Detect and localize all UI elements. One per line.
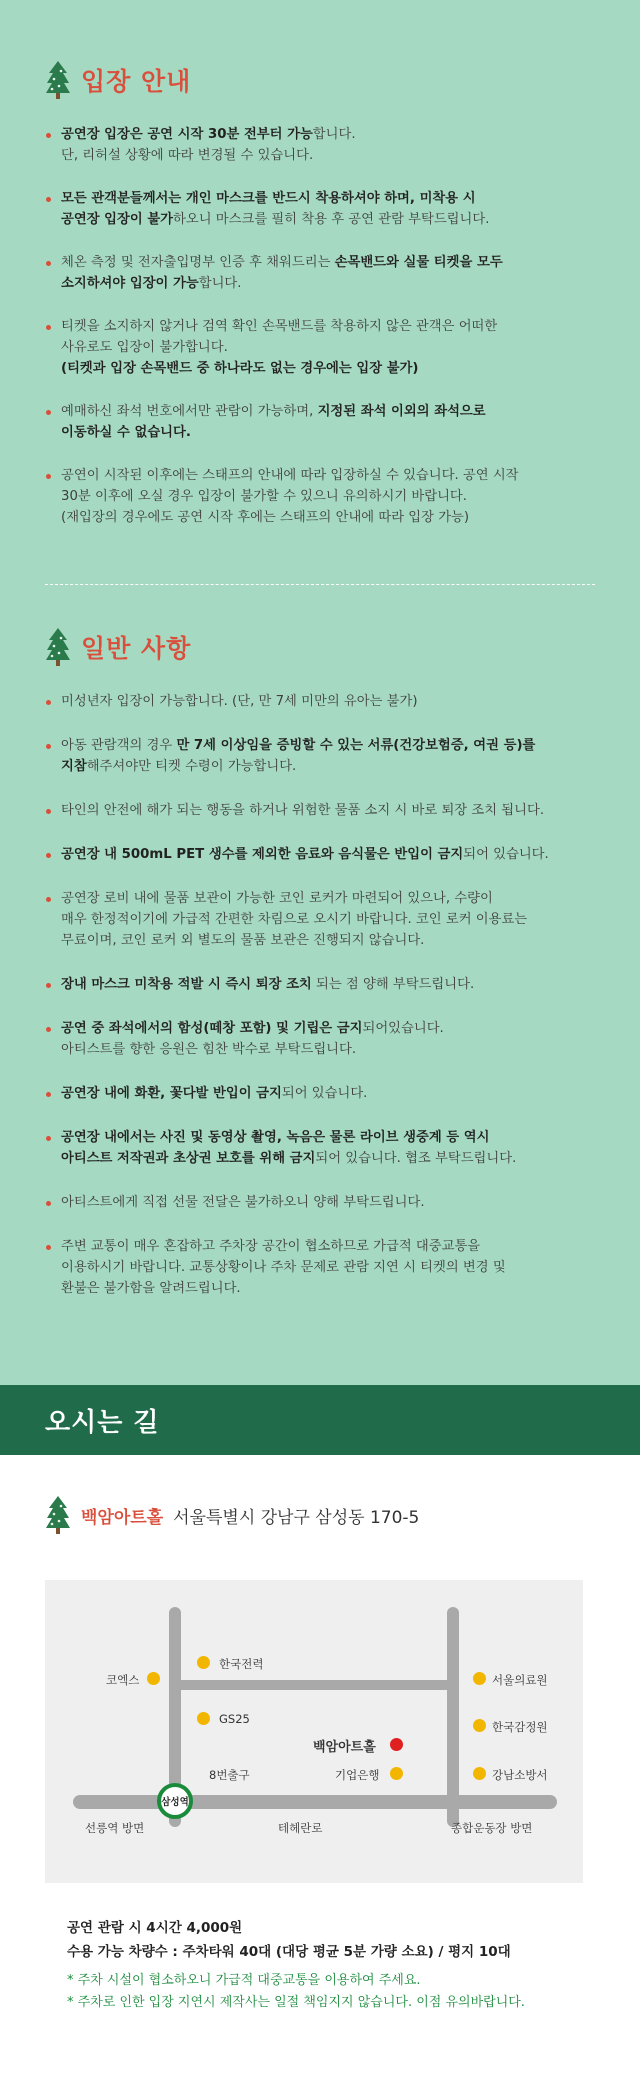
parking-capacity: 수용 가능 차량수 : 주차타워 40대 (대당 평균 5분 가량 소요) / 평지 10대	[67, 1944, 511, 1960]
marker-venue	[390, 1738, 403, 1751]
christmas-tree-icon	[45, 626, 71, 668]
marker-coex	[147, 1672, 160, 1685]
venue-line	[45, 1493, 595, 1537]
list-item: 장내 마스크 미착용 적발 시 즉시 퇴장 조치 되는 점 양해 부탁드립니다.	[45, 974, 595, 995]
directions-title: 오시는 길	[45, 1407, 160, 1438]
entry-heading	[45, 58, 595, 102]
general-heading	[45, 625, 595, 669]
map-road	[447, 1607, 459, 1827]
general-title: 일반 사항	[81, 634, 192, 663]
parking-info	[45, 1916, 595, 2014]
venue-name: 백암아트홀	[81, 1507, 164, 1528]
christmas-tree-icon	[45, 59, 71, 101]
list-item: 타인의 안전에 해가 되는 행동을 하거나 위험한 물품 소지 시 바로 퇴장 조치 됩니다.	[45, 800, 595, 821]
map-label-station: 삼성역	[161, 1797, 189, 1808]
list-item: 미성년자 입장이 가능합니다. (단, 만 7세 미만의 유아는 불가)	[45, 691, 595, 712]
list-item: 공연장 내 500mL PET 생수를 제외한 음료와 음식물은 반입이 금지되어 있습니다.	[45, 844, 595, 865]
list-item: 공연장 내에서는 사진 및 동영상 촬영, 녹음은 물론 라이브 생중계 등 역시 아티스트 저작권과 초상권 보호를 위해 금지되어 있습니다. 협조 부탁드립니다.	[45, 1127, 595, 1169]
entry-list	[45, 124, 595, 528]
parking-note: * 주차로 인한 입장 지연시 제작사는 일절 책임지지 않습니다. 이점 유의바랍니다.	[67, 1995, 525, 2010]
map-road	[169, 1680, 459, 1690]
map-label-appraisal: 한국감정원	[492, 1720, 548, 1734]
map-section	[0, 1455, 640, 2082]
list-item: 공연장 로비 내에 물품 보관이 가능한 코인 로커가 마련되어 있으나, 수량이 매우 한정적이기에 가급적 간편한 차림으로 오시기 바랍니다. 코인 로커 이용료는 무료이며, 코인 로커 외 별도의 물품 보관은 진행되지 않습니다.	[45, 888, 595, 951]
list-item: 공연이 시작된 이후에는 스태프의 안내에 따라 입장하실 수 있습니다. 공연 시작 30분 이후에 오실 경우 입장이 불가할 수 있으니 유의하시기 바랍니다. (재입장의 경우에도 공연 시작 후에는 스태프의 안내에 따라 입장 가능)	[45, 465, 595, 528]
map-label-kepco: 한국전력	[219, 1657, 264, 1671]
list-item: 아티스트에게 직접 선물 전달은 불가하오니 양해 부탁드립니다.	[45, 1192, 595, 1213]
map-label-gs25: GS25	[219, 1712, 250, 1726]
map-label-ibk: 기업은행	[335, 1768, 380, 1782]
map-label-seoul-med: 서울의료원	[492, 1673, 548, 1687]
map-road	[73, 1795, 557, 1809]
directions-header	[0, 1385, 640, 1455]
list-item: 공연장 입장은 공연 시작 30분 전부터 가능합니다. 단, 리허설 상황에 따라 변경될 수 있습니다.	[45, 124, 595, 166]
map-label-coex: 코엑스	[106, 1673, 140, 1687]
map-label-venue: 백암아트홀	[313, 1740, 376, 1755]
map-label-teheran: 테헤란로	[278, 1821, 323, 1835]
list-item: 티켓을 소지하지 않거나 검역 확인 손목밴드를 착용하지 않은 관객은 어떠한 사유로도 입장이 불가합니다. (티켓과 입장 손목밴드 중 하나라도 없는 경우에는 입장 불가)	[45, 316, 595, 379]
marker-appraisal	[473, 1719, 486, 1732]
list-item: 아동 관람객의 경우 만 7세 이상임을 증빙할 수 있는 서류(건강보험증, 여권 등)를 지참해주셔야만 티켓 수령이 가능합니다.	[45, 735, 595, 777]
map-label-seolleung: 선릉역 방면	[85, 1821, 145, 1835]
venue-address: 서울특별시 강남구 삼성동 170-5	[173, 1507, 420, 1528]
list-item: 공연 중 좌석에서의 함성(떼창 포함) 및 기립은 금지되어있습니다. 아티스트를 향한 응원은 힘찬 박수로 부탁드립니다.	[45, 1018, 595, 1060]
marker-kepco	[197, 1656, 210, 1669]
marker-fire	[473, 1767, 486, 1780]
parking-note: * 주차 시설이 협소하오니 가급적 대중교통을 이용하여 주세요.	[67, 1973, 421, 1988]
list-item: 공연장 내에 화환, 꽃다발 반입이 금지되어 있습니다.	[45, 1083, 595, 1104]
marker-seoul-med	[473, 1672, 486, 1685]
general-list	[45, 691, 595, 1299]
marker-gs25	[197, 1712, 210, 1725]
general-section	[0, 585, 640, 1385]
list-item: 체온 측정 및 전자출입명부 인증 후 채워드리는 손목밴드와 실물 티켓을 모두 소지하셔야 입장이 가능합니다.	[45, 252, 595, 294]
christmas-tree-icon	[45, 1494, 71, 1536]
map-label-fire: 강남소방서	[492, 1768, 548, 1782]
map-label-sports: 종합운동장 방면	[451, 1821, 533, 1835]
entry-title: 입장 안내	[81, 67, 192, 96]
list-item: 모든 관객분들께서는 개인 마스크를 반드시 착용하셔야 하며, 미착용 시 공연장 입장이 불가하오니 마스크를 필히 착용 후 공연 관람 부탁드립니다.	[45, 188, 595, 230]
station-marker	[157, 1783, 193, 1819]
map-label-exit8: 8번출구	[209, 1768, 250, 1782]
location-map	[45, 1580, 583, 1883]
marker-ibk	[390, 1767, 403, 1780]
parking-fee: 공연 관람 시 4시간 4,000원	[67, 1920, 243, 1936]
list-item: 주변 교통이 매우 혼잡하고 주차장 공간이 협소하므로 가급적 대중교통을 이용하시기 바랍니다. 교통상황이나 주차 문제로 관람 지연 시 티켓의 변경 및 환불은 불가함을 알려드립니다.	[45, 1236, 595, 1299]
entry-section	[0, 0, 640, 585]
list-item: 예매하신 좌석 번호에서만 관람이 가능하며, 지정된 좌석 이외의 좌석으로 이동하실 수 없습니다.	[45, 401, 595, 443]
